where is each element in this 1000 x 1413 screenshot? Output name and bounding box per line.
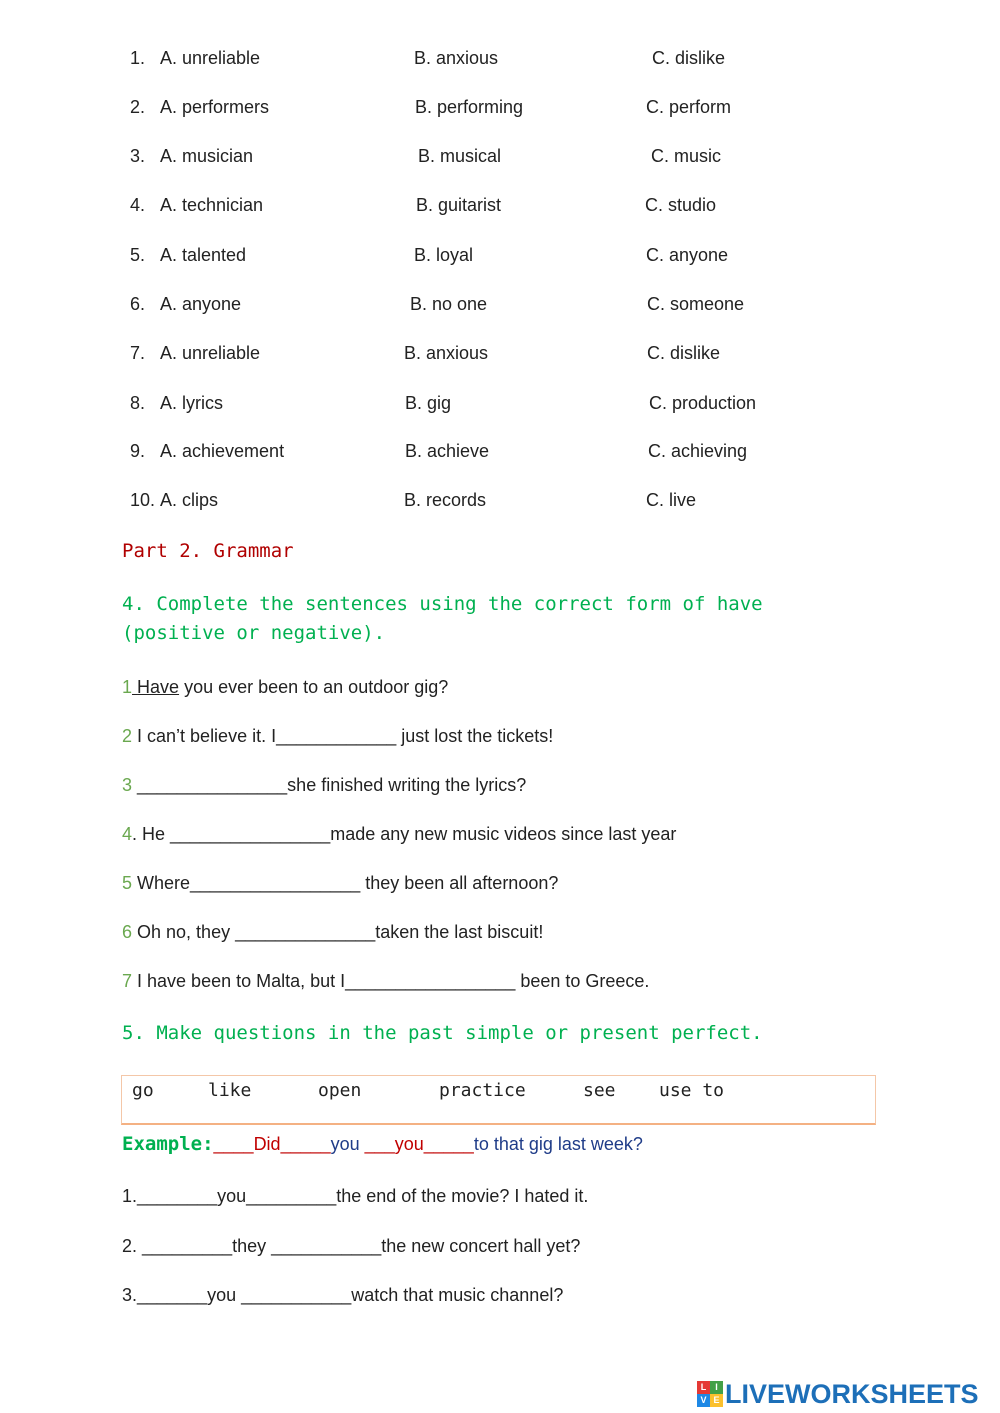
example-blank: ____ (213, 1134, 254, 1154)
option-c: C. anyone (646, 245, 729, 265)
sentence-text: you ever been to an outdoor gig? (179, 677, 449, 697)
sentence-number: 7 (122, 971, 133, 991)
option-b: B. anxious (414, 48, 499, 68)
exercise4-sentence[interactable] (122, 824, 676, 845)
option-a: A. talented (160, 245, 247, 265)
mc-number: 1. (130, 48, 146, 68)
example-blank: _____ (423, 1134, 474, 1154)
exercise4-sentence[interactable] (122, 726, 553, 747)
word-box-item: see (583, 1080, 616, 1101)
liveworksheets-logo (697, 1378, 979, 1410)
mc-row (0, 441, 1000, 471)
example-did: Did (253, 1134, 281, 1154)
logo-letter: V (697, 1394, 710, 1407)
option-b: B. musical (418, 146, 502, 166)
word-box-item: open (318, 1080, 362, 1101)
mc-row (0, 48, 1000, 78)
option-c: C. live (646, 490, 697, 510)
exercise4-sentence[interactable] (122, 971, 649, 992)
example-you: you (394, 1134, 424, 1154)
word-box-item: practice (439, 1080, 526, 1101)
exercise4-sentence (122, 677, 448, 698)
sentence-text: I have been to Malta, but I_________________ been to Greece. (132, 971, 650, 991)
option-b: B. performing (415, 97, 524, 117)
sentence-text: Oh no, they ______________taken the last biscuit! (132, 922, 544, 942)
mc-number: 10. (130, 490, 156, 510)
sentence-number: 4 (122, 824, 133, 844)
mc-number: 5. (130, 245, 146, 265)
sentence-number: 5 (122, 873, 133, 893)
mc-row (0, 490, 1000, 520)
option-a: A. anyone (160, 294, 242, 314)
exercise5-question[interactable]: 3._______you ___________watch that music channel? (122, 1285, 564, 1305)
option-a: A. achievement (160, 441, 285, 461)
example-blank: _____ (280, 1134, 331, 1154)
exercise5-question[interactable]: 1.________you_________the end of the movie? I hated it. (122, 1186, 589, 1206)
logo-text: LIVEWORKSHEETS (725, 1378, 979, 1409)
option-a: A. clips (160, 490, 219, 510)
mc-row (0, 245, 1000, 275)
option-a: A. lyrics (160, 393, 223, 413)
example-label: Example: (122, 1133, 214, 1155)
option-b: B. loyal (414, 245, 474, 265)
option-b: B. achieve (405, 441, 490, 461)
logo-letter: I (710, 1381, 723, 1394)
sentence-text: Where_________________ they been all afternoon? (132, 873, 559, 893)
option-c: C. studio (645, 195, 717, 215)
option-a: A. musician (160, 146, 254, 166)
option-a: A. technician (160, 195, 264, 215)
option-c: C. achieving (648, 441, 748, 461)
option-c: C. perform (646, 97, 732, 117)
part2-heading: Part 2. Grammar (122, 540, 294, 562)
logo-letter: L (697, 1381, 710, 1394)
word-box-item: like (208, 1080, 252, 1101)
example-you: you (330, 1134, 360, 1154)
example-sentence (122, 1133, 643, 1155)
option-a: A. performers (160, 97, 270, 117)
option-a: A. unreliable (160, 48, 261, 68)
exercise5-heading: 5. Make questions in the past simple or present perfect. (122, 1022, 763, 1044)
mc-number: 2. (130, 97, 146, 117)
option-b: B. guitarist (416, 195, 502, 215)
exercise4-heading: 4. Complete the sentences using the correct form of have (positive or negative). (122, 593, 763, 644)
sentence-text: I can’t believe it. I____________ just lost the tickets! (132, 726, 554, 746)
option-c: C. production (649, 393, 757, 413)
sentence-number: 6 (122, 922, 133, 942)
option-c: C. music (651, 146, 722, 166)
option-c: C. dislike (647, 343, 721, 363)
option-b: B. no one (410, 294, 488, 314)
mc-row (0, 146, 1000, 176)
mc-row (0, 343, 1000, 373)
mc-number: 8. (130, 393, 146, 413)
mc-row (0, 195, 1000, 225)
option-c: C. someone (647, 294, 745, 314)
exercise4-sentence[interactable] (122, 775, 526, 796)
answer-text: Have (137, 677, 180, 697)
mc-number: 7. (130, 343, 146, 363)
word-box-item: use to (659, 1080, 725, 1101)
exercise4-sentence[interactable] (122, 922, 543, 943)
mc-row (0, 97, 1000, 127)
mc-row (0, 294, 1000, 324)
exercise5-question[interactable]: 2. _________they ___________the new concert hall yet? (122, 1236, 581, 1256)
mc-number: 6. (130, 294, 146, 314)
option-a: A. unreliable (160, 343, 261, 363)
example-rest: to that gig last week? (473, 1134, 643, 1154)
example-blank: ___ (359, 1134, 395, 1154)
logo-letter: E (710, 1394, 723, 1407)
word-box (121, 1075, 876, 1125)
sentence-text: . He ________________made any new music videos since last year (132, 824, 677, 844)
sentence-answer-gap[interactable] (132, 677, 179, 697)
mc-number: 4. (130, 195, 146, 215)
sentence-number: 1 (122, 677, 133, 697)
option-b: B. records (404, 490, 487, 510)
word-box-item: go (132, 1080, 154, 1101)
logo-mark-icon (697, 1381, 723, 1407)
option-b: B. anxious (404, 343, 489, 363)
option-b: B. gig (405, 393, 452, 413)
sentence-text: _______________she finished writing the lyrics? (132, 775, 527, 795)
exercise4-sentence[interactable] (122, 873, 558, 894)
mc-number: 3. (130, 146, 146, 166)
option-c: C. dislike (652, 48, 726, 68)
mc-number: 9. (130, 441, 146, 461)
mc-row (0, 393, 1000, 423)
sentence-number: 3 (122, 775, 133, 795)
sentence-number: 2 (122, 726, 133, 746)
